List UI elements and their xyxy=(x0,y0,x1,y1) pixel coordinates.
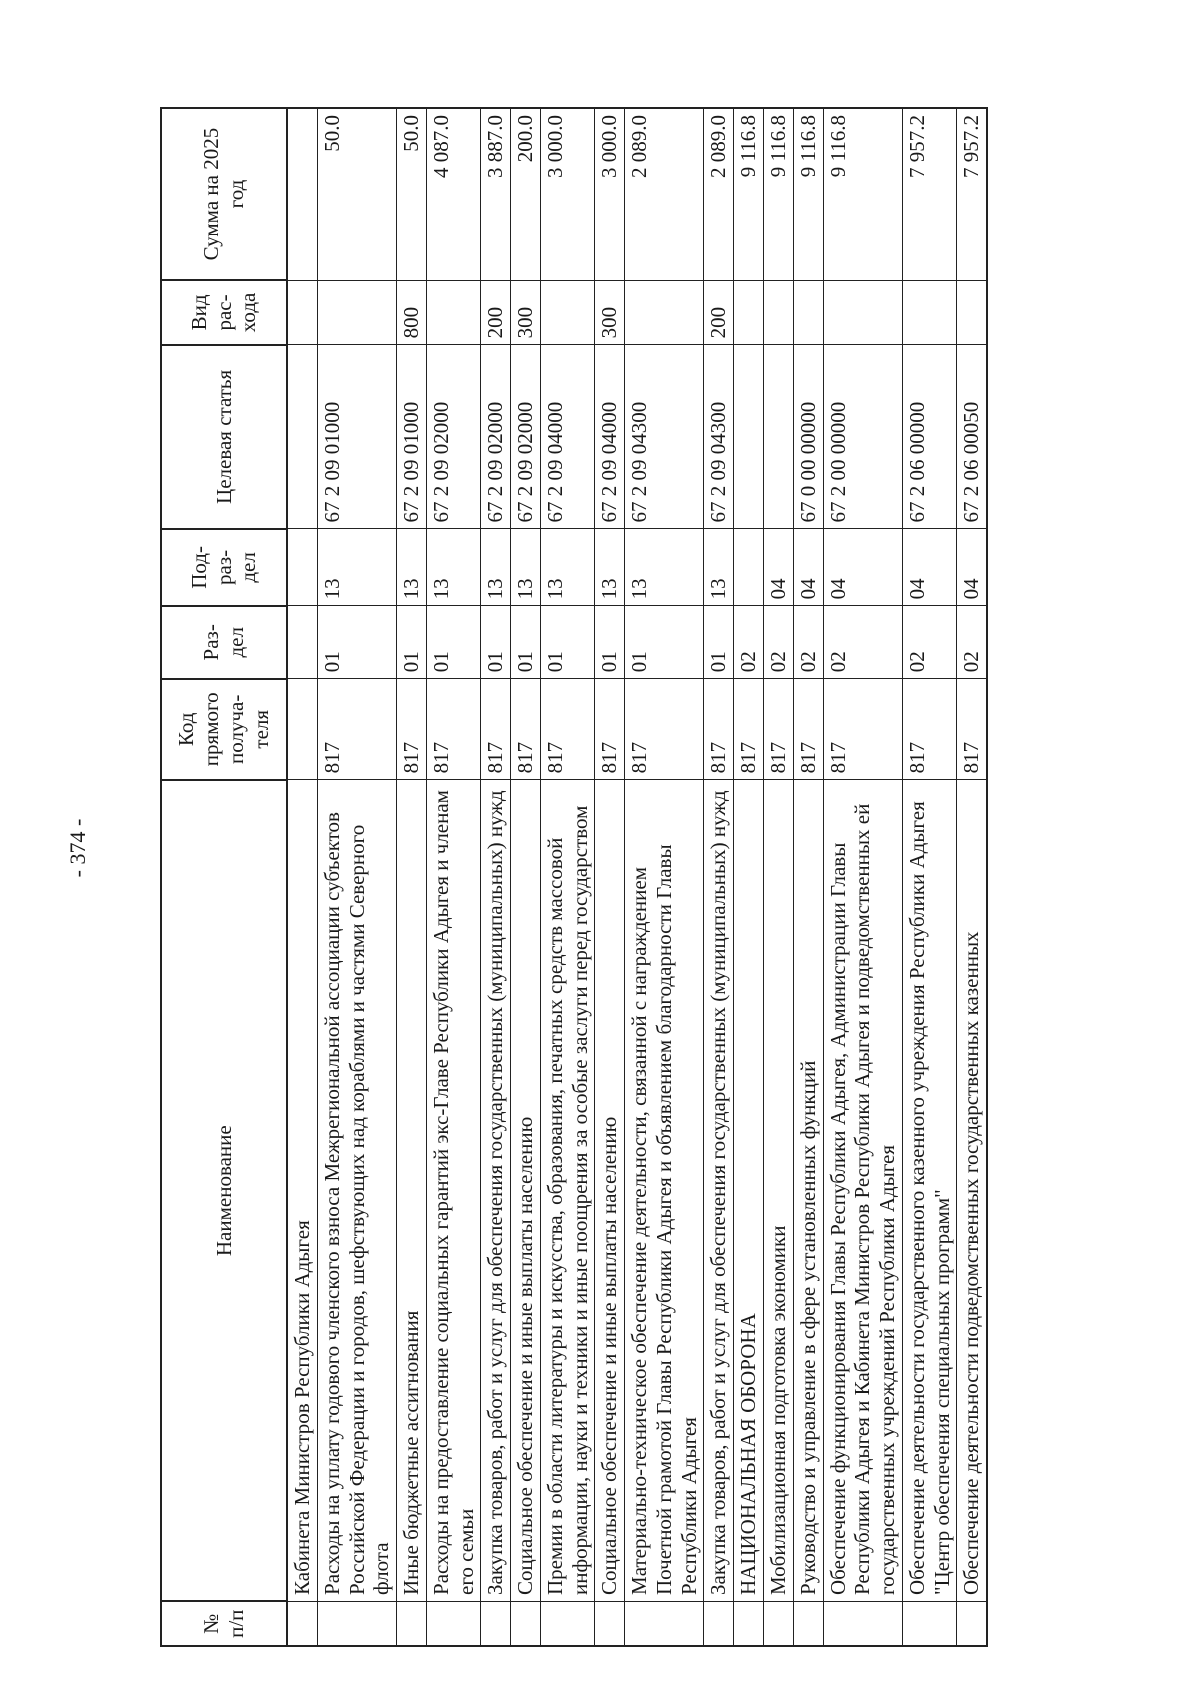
table-row xyxy=(734,108,764,1646)
cell-sum: 50.0 xyxy=(317,108,396,280)
table-header-row xyxy=(161,108,287,1646)
cell-razdel: 01 xyxy=(625,606,704,679)
header-num: № п/п xyxy=(161,1601,287,1646)
cell-razdel: 02 xyxy=(957,606,987,679)
cell-target: 67 2 09 02000 xyxy=(426,345,481,529)
cell-podrazdel: 13 xyxy=(540,529,595,606)
cell-sum: 9 116.8 xyxy=(793,108,823,280)
cell-code: 817 xyxy=(625,679,704,780)
table-row xyxy=(397,108,427,1646)
cell-name: Обеспечение деятельности государственного казенного учреждения Республики Адыгея "Центр обеспечения специальных программ" xyxy=(902,780,957,1602)
cell-razdel: 01 xyxy=(704,606,734,679)
cell-code: 817 xyxy=(317,679,396,780)
cell-target: 67 2 09 04300 xyxy=(625,345,704,529)
cell-vid xyxy=(317,280,396,345)
cell-sum: 3 000.0 xyxy=(540,108,595,280)
cell-sum xyxy=(287,108,317,280)
cell-code: 817 xyxy=(957,679,987,780)
cell-razdel: 02 xyxy=(734,606,764,679)
cell-num xyxy=(823,1601,902,1646)
cell-num xyxy=(793,1601,823,1646)
cell-name: Социальное обеспечение и иные выплаты населению xyxy=(595,780,625,1602)
cell-num xyxy=(397,1601,427,1646)
cell-sum: 4 087.0 xyxy=(426,108,481,280)
cell-target xyxy=(287,345,317,529)
table-row xyxy=(764,108,794,1646)
cell-podrazdel: 04 xyxy=(764,529,794,606)
cell-target: 67 2 09 04300 xyxy=(704,345,734,529)
cell-vid xyxy=(957,280,987,345)
budget-table-container xyxy=(160,107,1160,1647)
cell-podrazdel: 04 xyxy=(902,529,957,606)
cell-vid: 200 xyxy=(481,280,511,345)
page-number: - 374 - xyxy=(65,818,90,878)
cell-num xyxy=(764,1601,794,1646)
cell-vid xyxy=(793,280,823,345)
cell-sum: 9 116.8 xyxy=(764,108,794,280)
cell-name: Кабинета Министров Республики Адыгея xyxy=(287,780,317,1602)
header-sum: Сумма на 2025 год xyxy=(161,108,287,280)
cell-name: Премии в области литературы и искусства, образования, печатных средств массовой информации, науки и техники и иные поощрения за особые заслуги перед государством xyxy=(540,780,595,1602)
cell-sum: 9 116.8 xyxy=(823,108,902,280)
cell-code xyxy=(287,679,317,780)
cell-name: Расходы на уплату годового членского взноса Межрегиональной ассоциации субъектов Российской Федерации и городов, шефствующих над кораблями и частями Северного флота xyxy=(317,780,396,1602)
cell-razdel: 01 xyxy=(595,606,625,679)
table-row xyxy=(957,108,987,1646)
cell-code: 817 xyxy=(823,679,902,780)
cell-vid xyxy=(823,280,902,345)
cell-target: 67 2 09 02000 xyxy=(511,345,541,529)
cell-podrazdel: 13 xyxy=(625,529,704,606)
cell-podrazdel: 13 xyxy=(704,529,734,606)
table-row xyxy=(287,108,317,1646)
cell-razdel: 01 xyxy=(540,606,595,679)
cell-vid xyxy=(625,280,704,345)
cell-podrazdel xyxy=(734,529,764,606)
cell-vid: 300 xyxy=(511,280,541,345)
cell-target: 67 2 09 04000 xyxy=(540,345,595,529)
table-row xyxy=(595,108,625,1646)
cell-target: 67 2 09 04000 xyxy=(595,345,625,529)
cell-sum: 7 957.2 xyxy=(902,108,957,280)
table-row xyxy=(793,108,823,1646)
cell-name: Обеспечение функционирования Главы Республики Адыгея, Администрации Главы Республики Адыгея и Кабинета Министров Республики Адыгея и подведомственных ей государственных учреждений Республики Адыгея xyxy=(823,780,902,1602)
cell-code: 817 xyxy=(481,679,511,780)
cell-code: 817 xyxy=(397,679,427,780)
cell-vid xyxy=(426,280,481,345)
cell-target: 67 2 09 01000 xyxy=(397,345,427,529)
table-row xyxy=(823,108,902,1646)
table-row xyxy=(704,108,734,1646)
cell-razdel: 02 xyxy=(764,606,794,679)
budget-table xyxy=(160,107,988,1647)
cell-razdel: 01 xyxy=(511,606,541,679)
cell-razdel xyxy=(287,606,317,679)
cell-num xyxy=(511,1601,541,1646)
cell-vid xyxy=(287,280,317,345)
header-target: Целевая статья xyxy=(161,345,287,529)
cell-name: Руководство и управление в сфере установленных функций xyxy=(793,780,823,1602)
cell-name: Социальное обеспечение и иные выплаты населению xyxy=(511,780,541,1602)
cell-name: Иные бюджетные ассигнования xyxy=(397,780,427,1602)
cell-sum: 9 116.8 xyxy=(734,108,764,280)
cell-sum: 2 089.0 xyxy=(704,108,734,280)
cell-razdel: 01 xyxy=(481,606,511,679)
cell-num xyxy=(902,1601,957,1646)
cell-num xyxy=(317,1601,396,1646)
table-body xyxy=(287,108,987,1646)
cell-name: Обеспечение деятельности подведомственных государственных казенных xyxy=(957,780,987,1602)
table-row xyxy=(902,108,957,1646)
cell-razdel: 01 xyxy=(317,606,396,679)
cell-vid: 200 xyxy=(704,280,734,345)
cell-podrazdel: 13 xyxy=(511,529,541,606)
cell-name: Закупка товаров, работ и услуг для обеспечения государственных (муниципальных) нужд xyxy=(704,780,734,1602)
cell-name: Расходы на предоставление социальных гарантий экс-Главе Республики Адыгея и членам его семьи xyxy=(426,780,481,1602)
cell-target xyxy=(734,345,764,529)
cell-code: 817 xyxy=(540,679,595,780)
cell-num xyxy=(704,1601,734,1646)
cell-target: 67 2 06 00050 xyxy=(957,345,987,529)
table-row xyxy=(511,108,541,1646)
cell-code: 817 xyxy=(426,679,481,780)
header-vid: Вид рас- хода xyxy=(161,280,287,345)
header-podrazdel: Под- раз- дел xyxy=(161,529,287,606)
cell-code: 817 xyxy=(704,679,734,780)
cell-sum: 2 089.0 xyxy=(625,108,704,280)
cell-podrazdel xyxy=(287,529,317,606)
cell-sum: 7 957.2 xyxy=(957,108,987,280)
cell-podrazdel: 04 xyxy=(957,529,987,606)
cell-sum: 3 000.0 xyxy=(595,108,625,280)
cell-podrazdel: 13 xyxy=(317,529,396,606)
cell-code: 817 xyxy=(734,679,764,780)
cell-num xyxy=(287,1601,317,1646)
cell-podrazdel: 04 xyxy=(823,529,902,606)
cell-num xyxy=(426,1601,481,1646)
cell-razdel: 01 xyxy=(426,606,481,679)
cell-podrazdel: 13 xyxy=(397,529,427,606)
cell-razdel: 01 xyxy=(397,606,427,679)
cell-razdel: 02 xyxy=(823,606,902,679)
cell-num xyxy=(540,1601,595,1646)
cell-code: 817 xyxy=(902,679,957,780)
header-name: Наименование xyxy=(161,780,287,1602)
cell-vid xyxy=(540,280,595,345)
cell-num xyxy=(957,1601,987,1646)
cell-code: 817 xyxy=(764,679,794,780)
cell-num xyxy=(481,1601,511,1646)
cell-target: 67 2 09 01000 xyxy=(317,345,396,529)
cell-vid: 300 xyxy=(595,280,625,345)
table-row xyxy=(625,108,704,1646)
cell-sum: 200.0 xyxy=(511,108,541,280)
cell-name: Мобилизационная подготовка экономики xyxy=(764,780,794,1602)
cell-podrazdel: 13 xyxy=(481,529,511,606)
cell-num xyxy=(595,1601,625,1646)
cell-sum: 50.0 xyxy=(397,108,427,280)
cell-podrazdel: 04 xyxy=(793,529,823,606)
table-row xyxy=(540,108,595,1646)
cell-target xyxy=(764,345,794,529)
header-razdel: Раз- дел xyxy=(161,606,287,679)
header-code: Код прямого получа- теля xyxy=(161,679,287,780)
cell-name: Материально-техническое обеспечение деятельности, связанной с награждением Почетной грамотой Главы Республики Адыгея и объявлением благодарности Главы Республики Адыгея xyxy=(625,780,704,1602)
cell-target: 67 2 06 00000 xyxy=(902,345,957,529)
table-row xyxy=(481,108,511,1646)
table-row xyxy=(426,108,481,1646)
cell-vid xyxy=(902,280,957,345)
cell-sum: 3 887.0 xyxy=(481,108,511,280)
cell-code: 817 xyxy=(511,679,541,780)
cell-target: 67 2 00 00000 xyxy=(823,345,902,529)
table-row xyxy=(317,108,396,1646)
cell-podrazdel: 13 xyxy=(426,529,481,606)
cell-num xyxy=(734,1601,764,1646)
cell-target: 67 2 09 02000 xyxy=(481,345,511,529)
cell-name: НАЦИОНАЛЬНАЯ ОБОРОНА xyxy=(734,780,764,1602)
cell-code: 817 xyxy=(793,679,823,780)
cell-name: Закупка товаров, работ и услуг для обеспечения государственных (муниципальных) нужд xyxy=(481,780,511,1602)
cell-razdel: 02 xyxy=(793,606,823,679)
cell-vid: 800 xyxy=(397,280,427,345)
cell-vid xyxy=(764,280,794,345)
cell-target: 67 0 00 00000 xyxy=(793,345,823,529)
cell-podrazdel: 13 xyxy=(595,529,625,606)
cell-vid xyxy=(734,280,764,345)
cell-code: 817 xyxy=(595,679,625,780)
cell-razdel: 02 xyxy=(902,606,957,679)
cell-num xyxy=(625,1601,704,1646)
